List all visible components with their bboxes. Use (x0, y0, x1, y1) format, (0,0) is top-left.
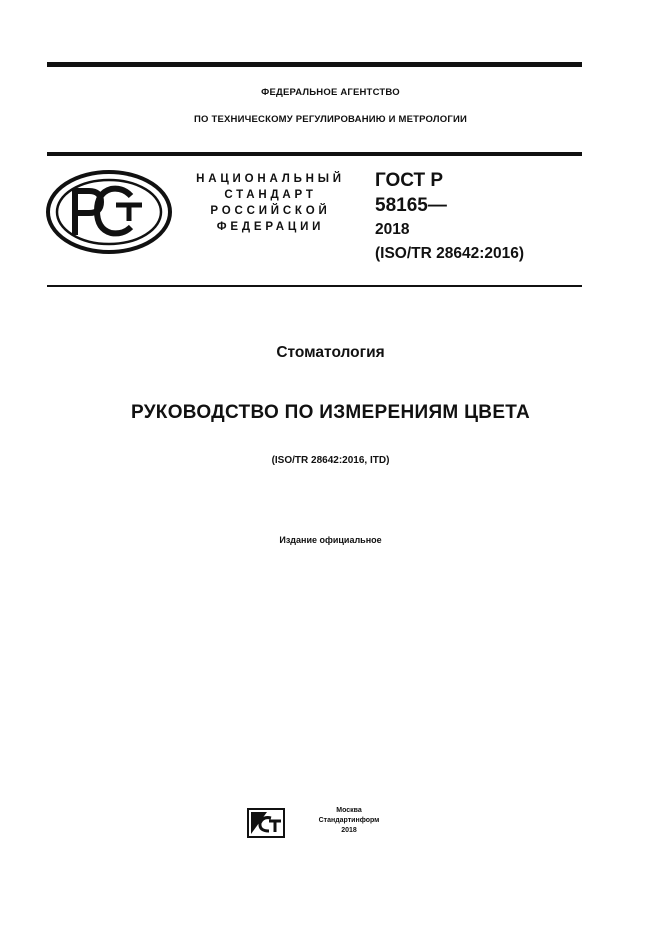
national-line-4: ФЕДЕРАЦИИ (216, 221, 325, 233)
national-line-3: РОССИЙСКОЙ (210, 205, 331, 217)
rst-logo (45, 169, 173, 255)
publisher-name: Стандартинформ (318, 817, 380, 824)
national-line-2: СТАНДАРТ (224, 189, 317, 201)
standard-iso: (ISO/TR 28642:2016) (375, 245, 525, 262)
header-rule (47, 152, 582, 156)
publisher-city: Москва (336, 807, 362, 814)
national-line-1: НАЦИОНАЛЬНЫЙ (196, 173, 345, 185)
standard-code-line-2: 58165— (375, 195, 447, 216)
standard-designation (375, 168, 524, 266)
iso-reference: (ISO/TR 28642:2016, ITD) (271, 455, 390, 466)
standard-code-line-1: ГОСТ Р (375, 170, 444, 191)
publisher-year: 2018 (341, 827, 357, 834)
agency-line-1: ФЕДЕРАЛЬНОЕ АГЕНТСТВО (261, 87, 400, 98)
edition-label: Издание официальное (279, 535, 382, 545)
publisher-info (314, 806, 384, 836)
national-standard-label (178, 171, 363, 235)
agency-line-2: ПО ТЕХНИЧЕСКОМУ РЕГУЛИРОВАНИЮ И МЕТРОЛОГИИ (194, 114, 467, 125)
standard-year: 2018 (375, 221, 410, 238)
document-title: РУКОВОДСТВО ПО ИЗМЕРЕНИЯМ ЦВЕТА (130, 402, 531, 423)
subject-heading: Стоматология (276, 344, 385, 361)
standartinform-logo (247, 808, 285, 838)
header-bottom-rule (47, 285, 582, 287)
top-rule (47, 62, 582, 67)
